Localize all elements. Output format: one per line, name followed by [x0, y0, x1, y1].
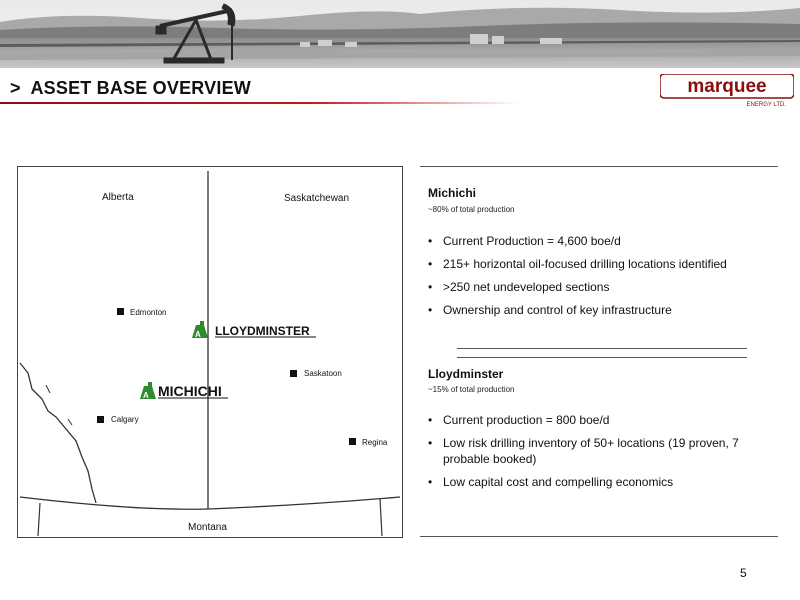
bullet-list-lloydminster: [428, 412, 778, 497]
section-subtitle-lloydminster: ~15% of total production: [428, 385, 515, 394]
bullet-icon: •: [428, 475, 433, 489]
region-label-alberta: Alberta: [102, 192, 134, 203]
us-canada-border: [20, 497, 400, 509]
city-marker-saskatoon: [290, 370, 297, 377]
list-item: • Current Production = 4,600 boe/d: [428, 234, 621, 248]
divider-top: [420, 166, 778, 167]
asset-icon-lloydminster: [192, 321, 208, 339]
bullet-icon: •: [428, 280, 433, 294]
page-title: [10, 78, 251, 99]
title-text: ASSET BASE OVERVIEW: [30, 78, 251, 98]
asset-icon-letter: A: [143, 391, 149, 400]
divider-middle-1: [457, 348, 747, 349]
bullet-icon: •: [428, 413, 433, 427]
city-label-calgary: Calgary: [111, 415, 139, 424]
city-marker-calgary: [97, 416, 104, 423]
page-number: 5: [740, 566, 747, 580]
region-label-montana: Montana: [188, 522, 227, 533]
title-bar: [0, 68, 800, 106]
bullet-icon: •: [428, 436, 433, 450]
section-subtitle-michichi: ~80% of total production: [428, 205, 515, 214]
list-item: • Ownership and control of key infrastructure: [428, 303, 672, 317]
asset-icon-letter: A: [195, 330, 201, 339]
section-title-michichi: Michichi: [428, 186, 477, 200]
header-banner-photo: [0, 0, 800, 68]
logo-wordmark: marquee: [687, 76, 767, 97]
title-chevron: >: [10, 78, 21, 98]
city-marker-regina: [349, 438, 356, 445]
logo-subtext: ENERGY LTD.: [746, 102, 786, 108]
border-detail: [46, 385, 72, 425]
list-item: • >250 net undeveloped sections: [428, 280, 610, 294]
prairie-landscape-image: [0, 0, 800, 68]
list-item: • 215+ horizontal oil-focused drilling locations identified: [428, 257, 727, 271]
section-title-lloydminster: Lloydminster: [428, 367, 504, 381]
rocky-mountain-border: [20, 363, 96, 503]
asset-icon-michichi: [140, 382, 156, 400]
city-marker-edmonton: [117, 308, 124, 315]
asset-map: [17, 166, 403, 538]
bullet-icon: •: [428, 234, 433, 248]
list-item: • Low risk drilling inventory of 50+ locations (19 proven, 7 probable booked): [428, 436, 739, 466]
city-label-saskatoon: Saskatoon: [304, 369, 342, 378]
list-item: • Current production = 800 boe/d: [428, 413, 610, 427]
asset-label-lloydminster: LLOYDMINSTER: [215, 324, 310, 338]
marquee-energy-logo: [660, 74, 794, 108]
divider-middle-2: [457, 357, 747, 358]
bullet-icon: •: [428, 303, 433, 317]
bullet-icon: •: [428, 257, 433, 271]
bullet-list-michichi: [428, 233, 778, 325]
list-item: • Low capital cost and compelling economics: [428, 475, 674, 489]
city-label-regina: Regina: [362, 438, 388, 447]
title-underline: [0, 102, 520, 104]
map-canvas: [18, 167, 402, 537]
asset-label-michichi: MICHICHI: [158, 383, 222, 399]
region-label-saskatchewan: Saskatchewan: [284, 193, 350, 204]
divider-bottom: [420, 536, 778, 537]
city-label-edmonton: Edmonton: [130, 308, 167, 317]
